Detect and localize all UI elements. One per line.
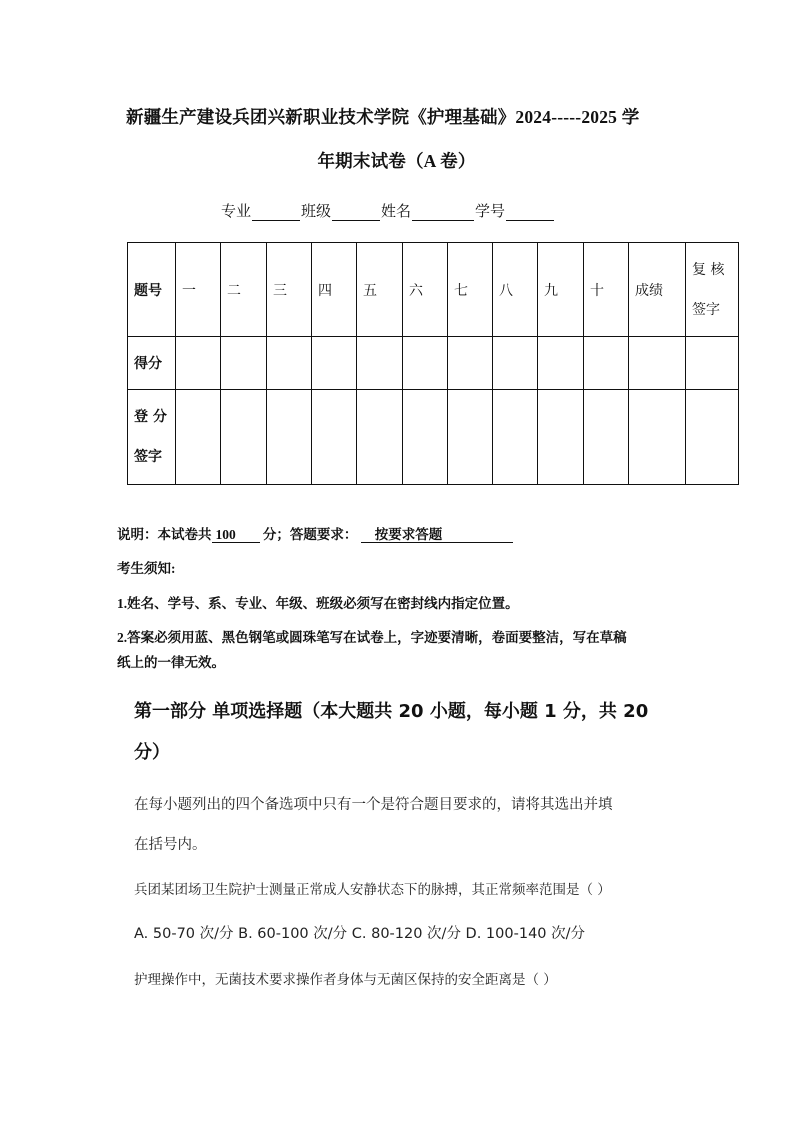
- student-id-label: 学号: [475, 202, 506, 220]
- signer-cell[interactable]: [686, 390, 739, 485]
- name-label: 姓名: [381, 202, 412, 220]
- col-header: 七: [448, 243, 493, 337]
- score-cell[interactable]: [629, 337, 686, 390]
- section-instruction-line2: 在括号内。: [134, 837, 207, 853]
- score-cell[interactable]: [493, 337, 538, 390]
- signer-cell[interactable]: [493, 390, 538, 485]
- signer-cell[interactable]: [538, 390, 584, 485]
- col-header: 三: [267, 243, 312, 337]
- col-header: 二: [221, 243, 267, 337]
- rule-2-line1: 2.答案必须用蓝、黑色钢笔或圆珠笔写在试卷上，字迹要清晰，卷面要整洁，写在草稿: [117, 630, 627, 645]
- student-id-blank[interactable]: [506, 205, 554, 221]
- rule-2-line2: 纸上的一律无效。: [117, 655, 225, 670]
- score-cell[interactable]: [448, 337, 493, 390]
- signer-label-line1: 登 分: [134, 409, 167, 425]
- score-cell[interactable]: [584, 337, 629, 390]
- score-cell[interactable]: [357, 337, 403, 390]
- score-cell[interactable]: [221, 337, 267, 390]
- signer-row-label: [128, 390, 176, 485]
- signer-cell[interactable]: [357, 390, 403, 485]
- question-1-stem: 兵团某团场卫生院护士测量正常成人安静状态下的脉搏，其正常频率范围是（ ）: [134, 882, 611, 898]
- notice-title: 考生须知:: [117, 561, 176, 576]
- col-header: 一: [176, 243, 221, 337]
- desc-mid: 分；答题要求：: [262, 527, 358, 542]
- score-cell[interactable]: [403, 337, 448, 390]
- signer-cell[interactable]: [176, 390, 221, 485]
- total-score: 100: [212, 527, 260, 543]
- score-row-label: 得分: [128, 337, 176, 390]
- section-title-line2: 分）: [134, 742, 170, 763]
- score-row: [128, 337, 739, 390]
- section-instruction-line1: 在每小题列出的四个备选项中只有一个是符合题目要求的，请将其选出并填: [134, 797, 613, 813]
- score-cell[interactable]: [538, 337, 584, 390]
- name-blank[interactable]: [412, 205, 474, 221]
- major-blank[interactable]: [252, 205, 300, 221]
- signer-cell[interactable]: [312, 390, 357, 485]
- signer-cell[interactable]: [629, 390, 686, 485]
- major-label: 专业: [221, 202, 252, 220]
- question-number-label: 题号: [128, 243, 176, 337]
- col-header: 九: [538, 243, 584, 337]
- score-cell[interactable]: [176, 337, 221, 390]
- review-label-line1: 复 核: [692, 261, 725, 278]
- review-label-line2: 签字: [692, 301, 720, 318]
- score-cell[interactable]: [686, 337, 739, 390]
- signer-cell[interactable]: [403, 390, 448, 485]
- col-header: 八: [493, 243, 538, 337]
- student-info-line: [221, 200, 555, 221]
- signer-cell[interactable]: [448, 390, 493, 485]
- signer-label-line2: 签字: [134, 449, 162, 465]
- exam-title-line1: 新疆生产建设兵团兴新职业技术学院《护理基础》2024-----2025 学: [126, 107, 640, 127]
- col-header-total: 成绩: [629, 243, 686, 337]
- answer-requirement: 按要求答题: [361, 527, 513, 543]
- signer-row: [128, 390, 739, 485]
- class-label: 班级: [301, 202, 332, 220]
- rule-1: 1.姓名、学号、系、专业、年级、班级必须写在密封线内指定位置。: [117, 596, 519, 611]
- col-header-review: [686, 243, 739, 337]
- signer-cell[interactable]: [584, 390, 629, 485]
- question-number-row: [128, 243, 739, 337]
- question-1-options: A. 50-70 次/分 B. 60-100 次/分 C. 80-120 次/分 D. 100-140 次/分: [134, 926, 586, 942]
- exam-title-line2: 年期末试卷（A 卷）: [317, 151, 476, 171]
- signer-cell[interactable]: [267, 390, 312, 485]
- col-header: 四: [312, 243, 357, 337]
- signer-cell[interactable]: [221, 390, 267, 485]
- score-cell[interactable]: [312, 337, 357, 390]
- exam-description: [117, 523, 513, 543]
- class-blank[interactable]: [332, 205, 380, 221]
- question-2-stem: 护理操作中，无菌技术要求操作者身体与无菌区保持的安全距离是（ ）: [134, 972, 557, 988]
- col-header: 五: [357, 243, 403, 337]
- score-cell[interactable]: [267, 337, 312, 390]
- col-header: 十: [584, 243, 629, 337]
- score-table: [127, 242, 739, 485]
- section-title-line1: 第一部分 单项选择题（本大题共 20 小题，每小题 1 分，共 20: [134, 701, 649, 722]
- col-header: 六: [403, 243, 448, 337]
- desc-prefix: 说明：本试卷共: [117, 527, 212, 542]
